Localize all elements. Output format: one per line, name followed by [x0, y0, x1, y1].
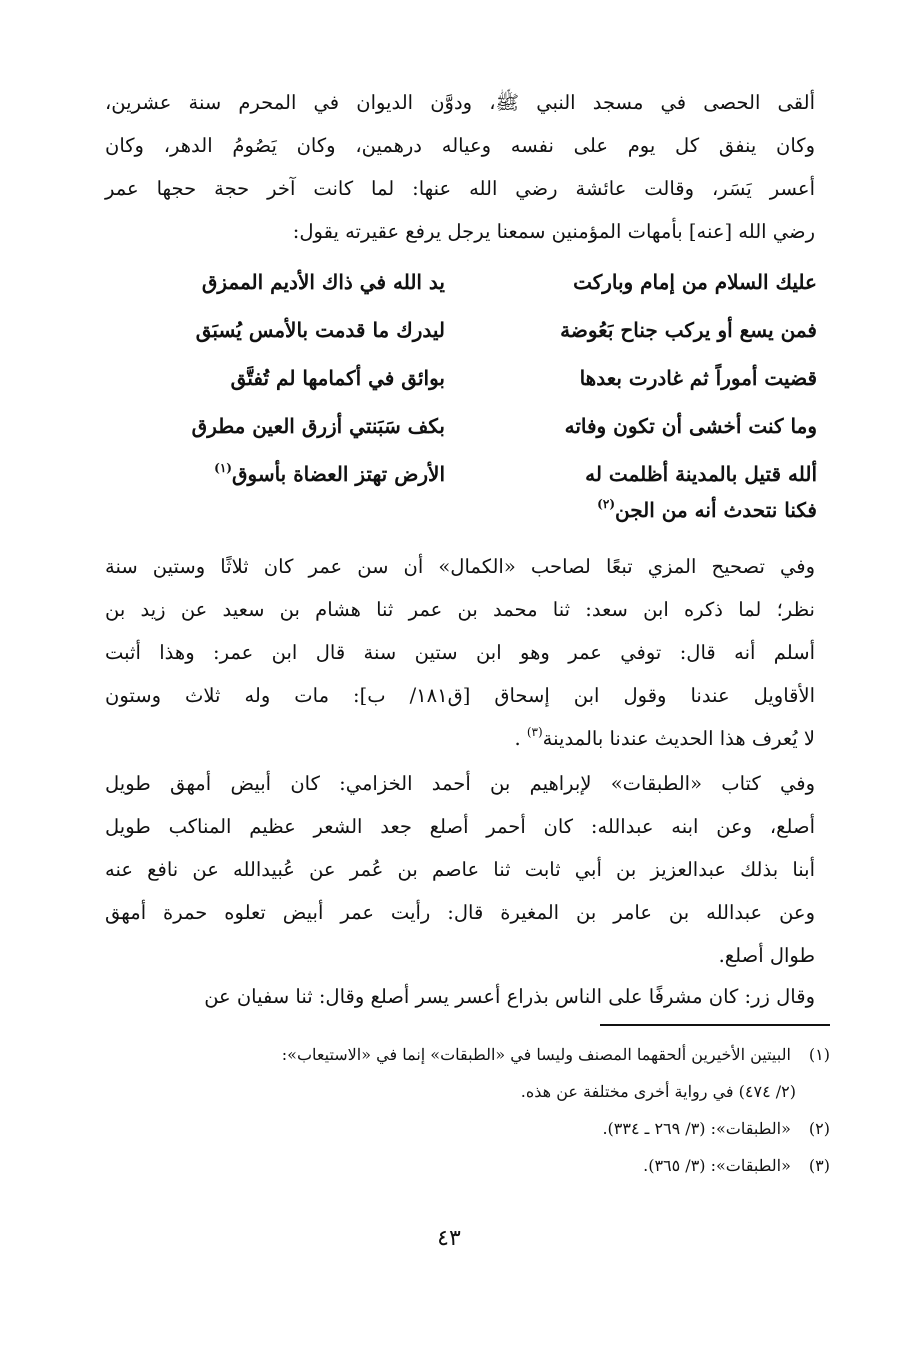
verse-second-half: بوائق في أكمامها لم تُفتَّق: [230, 366, 445, 390]
verse-second-half: ليدرك ما قدمت بالأمس يُسبَق: [195, 318, 445, 342]
text-line: طوال أصلع.: [718, 944, 815, 967]
footnote-number: (١): [808, 1045, 830, 1064]
text-line: ألقى الحصى في مسجد النبي ﷺ، ودوَّن الديوان في المحرم سنة عشرين،: [105, 91, 815, 114]
paragraph-zirr: [105, 975, 815, 1018]
verse-first-half: ألله قتيل بالمدينة أظلمت له: [585, 462, 817, 486]
text-line: وعن عبدالله بن عامر بن المغيرة قال: رأيت عمر أبيض تعلوه حمرة أمهق: [105, 901, 815, 924]
verse-second-half: بكف سَبَنتي أزرق العين مطرق: [191, 414, 445, 438]
verse-second-half-text: الأرض تهتز العضاة بأسوق: [231, 462, 445, 486]
text-line: وكان ينفق كل يوم على نفسه وعياله درهمين، وكان يَصُومُ الدهر، وكان: [105, 134, 815, 157]
text-line-end: .: [514, 727, 527, 750]
text-line: نظر؛ لما ذكره ابن سعد: ثنا محمد بن عمر ثنا هشام بن سعيد عن زيد بن: [105, 598, 815, 621]
footnote: [105, 1036, 830, 1073]
footnote: [105, 1147, 830, 1184]
text-line: أبنا بذلك عبدالعزيز بن أبي ثابت ثنا عاصم بن عُمر عن عُبيدالله عن نافع عنه: [105, 858, 815, 881]
footnote: [105, 1110, 830, 1147]
footnote-continuation: [105, 1073, 830, 1110]
footnote-ref: (١): [214, 461, 232, 475]
footnote-divider: [600, 1024, 830, 1026]
text-line-body: لا يُعرف هذا الحديث عندنا بالمدينة: [542, 727, 815, 750]
footnote-number: (٣): [808, 1156, 830, 1175]
paragraph-age: [105, 545, 815, 760]
text-line: وفي كتاب «الطبقات» لإبراهيم بن أحمد الخزامي: كان أبيض أمهق طويل: [105, 772, 815, 795]
footnote-number: (٢): [808, 1119, 830, 1138]
poem-verse: [105, 354, 817, 402]
poem-verse: [105, 258, 817, 306]
text-line: أسلم أنه قال: توفي عمر وهو ابن ستين سنة قال ابن عمر: وهذا أثبت: [105, 641, 815, 664]
verse-first-half: فمن يسع أو يركب جناح بَعُوضة: [560, 318, 817, 342]
verse-first-half: قضيت أموراً ثم غادرت بعدها: [579, 366, 817, 390]
paragraph-description: [105, 762, 815, 977]
poem-verse: [105, 402, 817, 450]
text-line: [105, 717, 815, 760]
footnote-text: «الطبقات»: (٣/ ٣٦٥).: [643, 1156, 791, 1175]
footnote-text: (٢/ ٤٧٤) في رواية أخرى مختلفة عن هذه.: [520, 1082, 796, 1101]
footnote-ref: (٣): [526, 725, 543, 739]
verse-first-half: وما كنت أخشى أن تكون وفاته: [564, 414, 817, 438]
verse-tail-text: فكنا نتحدث أنه من الجن: [615, 498, 817, 522]
intro-paragraph: [105, 81, 815, 253]
footnote-text: «الطبقات»: (٣/ ٢٦٩ ـ ٣٣٤).: [602, 1119, 791, 1138]
page-number: ٤٣: [437, 1226, 461, 1251]
verse-second-half: يد الله في ذاك الأديم الممزق: [201, 270, 445, 294]
footnote-text: البيتين الأخيرين ألحقهما المصنف وليسا في «الطبقات» إنما في «الاستيعاب»:: [281, 1045, 791, 1064]
poem-verse: [105, 450, 817, 498]
text-line: أصلع، وعن ابنه عبدالله: كان أحمر أصلع جعد الشعر عظيم المناكب طويل: [105, 815, 815, 838]
footnote-ref: (٢): [597, 497, 615, 511]
footnotes: [105, 1036, 830, 1184]
verse-first-half: عليك السلام من إمام وباركت: [573, 270, 817, 294]
verse-tail: [597, 498, 817, 522]
poem-verse: [105, 306, 817, 354]
text-line: الأقاويل عندنا وقول ابن إسحاق [ق١٨١/ ب]: مات وله ثلاث وستون: [105, 684, 815, 707]
verse-second-half: [105, 462, 445, 486]
text-line: أعسر يَسَر، وقالت عائشة رضي الله عنها: لما كانت آخر حجة حجها عمر: [105, 177, 815, 200]
text-line: وفي تصحيح المزي تبعًا لصاحب «الكمال» أن سن عمر كان ثلاثًا وستين سنة: [105, 555, 815, 578]
text-line: رضي الله [عنه] بأمهات المؤمنين سمعنا يرجل يرفع عقيرته يقول:: [292, 220, 815, 243]
poem: [105, 258, 817, 522]
text-line: وقال زر: كان مشرفًا على الناس بذراع أعسر يسر أصلع وقال: ثنا سفيان عن: [204, 985, 815, 1008]
